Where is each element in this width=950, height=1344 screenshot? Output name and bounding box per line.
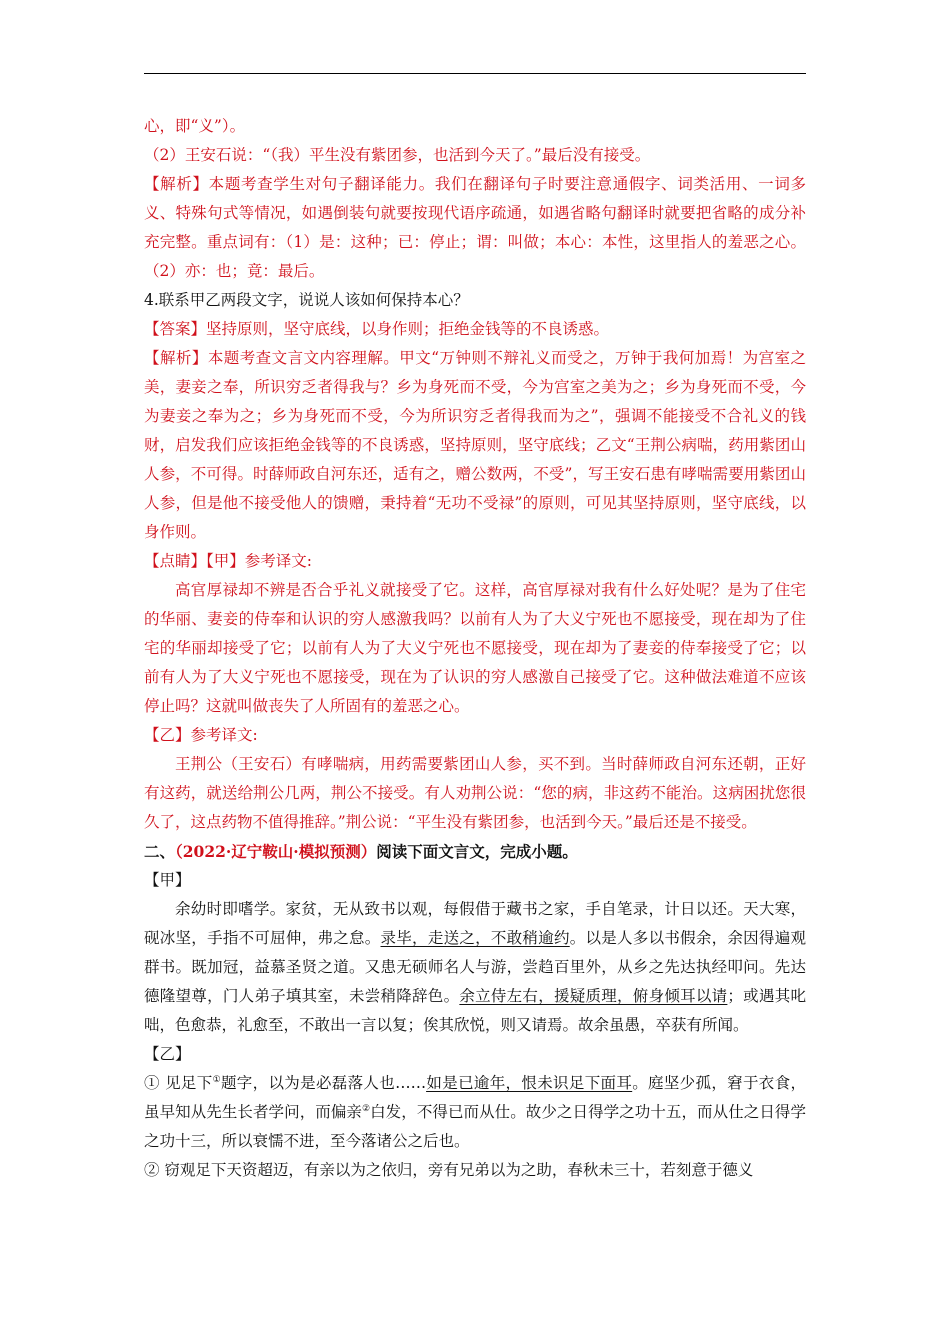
q4-analysis xyxy=(144,344,806,547)
passage-yi-label: 【乙】 xyxy=(144,1045,191,1063)
footnote-ref-2: ② xyxy=(361,1103,371,1114)
passage-yi-para-2: ② 窃观足下天资超迈，有亲以为之依归，旁有兄弟以为之助，春秋未三十，若刻意于德义 xyxy=(144,1161,754,1179)
document-body xyxy=(144,112,806,1185)
passage-jia-underline-1: 录毕，走送之，不敢稍逾约 xyxy=(380,929,570,947)
passage-yi-underline: 如是已逾年，恨未识足下面耳 xyxy=(426,1074,633,1092)
q3-answer-tail: 心，即“义”）。 xyxy=(144,117,246,135)
q4-answer xyxy=(144,315,806,344)
jia-translation: 高官厚禄却不辨是否合乎礼义就接受了它。这样，高官厚禄对我有什么好处呢？是为了住宅的华丽、妻妾的侍奉和认识的穷人感激我吗？以前有人为了大义宁死也不愿接受，现在却为了住宅的华丽却接受了它；以前有人为了大义宁死也不愿接受，现在却为了妻妾的侍奉接受了它；以前有人为了大义宁死也不愿接受，现在为了认识的穷人感激自己接受了它。这种做法难道不应该停止吗？这就叫做丧失了人所固有的羞恶之心。 xyxy=(144,581,806,715)
section-2-number: 二、 xyxy=(144,842,176,861)
section-2-instruction: 阅读下面文言文，完成小题。 xyxy=(376,842,578,861)
q4-comment-heading: 【点睛】【甲】参考译文: xyxy=(144,552,312,570)
passage-yi-1c: 。庭坚少孤，窘于衣食，虽早知从先生长者学问，而偏亲 xyxy=(144,1074,806,1121)
passage-jia xyxy=(144,895,806,1040)
section-2-source: （2022·辽宁鞍山·模拟预测） xyxy=(175,842,377,861)
header-rule xyxy=(144,73,806,74)
q3-answer-2: （2）王安石说：“（我）平生没有紫团参，也活到今天了。”最后没有接受。 xyxy=(144,146,651,164)
section-2-heading xyxy=(144,837,806,866)
q4-answer-text: 坚持原则，坚守底线，以身作则；拒绝金钱等的不良诱惑。 xyxy=(206,320,610,338)
yi-translation: 王荆公（王安石）有哮喘病，用药需要紫团山人参，买不到。当时薛师政自河东还朝，正好有这药，就送给荆公几两，荆公不接受。有人劝荆公说：“您的病，非这药不能治。这病困扰您很久了，这点药物不值得推辞。”荆公说：“平生没有紫团参，也活到今天。”最后还是不接受。 xyxy=(144,755,806,831)
q4-analysis-tag: 【解析】 xyxy=(144,349,208,367)
passage-yi-1a: ① 见足下 xyxy=(144,1074,213,1092)
q3-analysis-tag: 【解析】 xyxy=(144,175,209,193)
q4-analysis-text: 本题考查文言文内容理解。甲文“万钟则不辩礼义而受之，万钟于我何加焉！为宫室之美，妻妾之奉，所识穷乏者得我与？乡为身死而不受，今为宫室之美为之；乡为身死而不受，今为妻妾之奉为之；乡为身死而不受，今为所识穷乏者得我而为之”，强调不能接受不合礼义的钱财，启发我们应该拒绝金钱等的不良诱惑，坚持原则，坚守底线；乙文“王荆公病喘，药用紫团山人参，不可得。时薛师政自河东还，适有之，赠公数两，不受”，写王安石患有哮喘需要用紫团山人参，但是他不接受他人的馈赠，秉持着“无功不受禄”的原则，可见其坚持原则，坚守底线，以身作则。 xyxy=(144,349,806,541)
passage-yi-1d: 白发，不得已而从仕。故少之日得学之功十五，而从仕之日得学之功十三，所以衰懦不进，至今落诸公之后也。 xyxy=(144,1103,806,1150)
q3-analysis xyxy=(144,170,806,286)
q3-analysis-text: 本题考查学生对句子翻译能力。我们在翻译句子时要注意通假字、词类活用、一词多义、特殊句式等情况，如遇倒装句就要按现代语序疏通，如遇省略句翻译时就要把省略的成分补充完整。重点词有：（1）是：这种；已：停止；谓：叫做；本心：本性，这里指人的羞恶之心。（2）亦：也；竟：最后。 xyxy=(144,175,806,280)
yi-translation-heading: 【乙】参考译文: xyxy=(144,726,258,744)
passage-jia-text-2: 。以是人多以书假余，余因得遍观群书。既加冠，益慕圣贤之道。又患无硕师名人与游，尝趋百里外，从乡之先达执经叩问。先达德隆望尊，门人弟子填其室，未尝稍降辞色。 xyxy=(144,929,806,1005)
footnote-ref-1: ① xyxy=(212,1074,221,1085)
q4-question: 4.联系甲乙两段文字，说说人该如何保持本心？ xyxy=(144,291,469,309)
passage-jia-label: 【甲】 xyxy=(144,871,191,889)
passage-jia-text-1: 余幼时即嗜学。家贫，无从致书以观，每假借于藏书之家，手自笔录，计日以还。天大寒，砚冰坚，手指不可屈伸，弗之怠。 xyxy=(144,900,806,947)
passage-jia-text-3: ；或遇其叱咄，色愈恭，礼愈至，不敢出一言以复；俟其欣悦，则又请焉。故余虽愚，卒获有所闻。 xyxy=(144,987,806,1034)
passage-jia-underline-2: 余立侍左右，援疑质理，俯身倾耳以请 xyxy=(459,987,728,1005)
passage-yi-1b: 题字，以为是必磊落人也…… xyxy=(220,1074,427,1092)
passage-yi-para-1 xyxy=(144,1069,806,1156)
q4-answer-tag: 【答案】 xyxy=(144,320,207,338)
